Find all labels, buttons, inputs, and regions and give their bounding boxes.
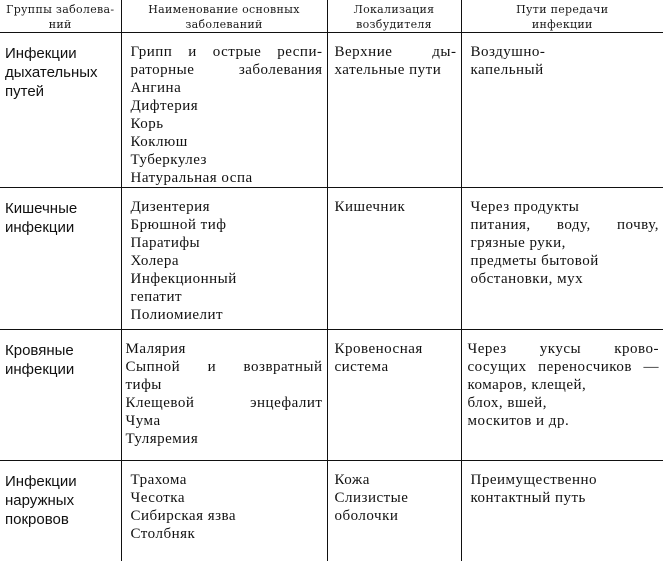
header-transmission (461, 0, 663, 33)
group-line: наружных (5, 491, 117, 510)
disease-line: гепатит (131, 288, 323, 306)
localization-cell (327, 330, 461, 461)
transmission-line: москитов и др. (468, 412, 660, 430)
disease-line: Туляремия (126, 430, 323, 448)
group-line: инфекции (5, 360, 117, 379)
header-line: возбудителя (328, 17, 461, 32)
transmission-cell (461, 330, 663, 461)
group-cell (0, 461, 121, 561)
group-cell (0, 330, 121, 461)
localization-line: Кровеносная (335, 340, 457, 358)
diseases-cell (121, 461, 327, 561)
group-cell (0, 188, 121, 330)
header-line: Локализация (328, 2, 461, 17)
header-groups (0, 0, 121, 33)
disease-line: Грипп и острые респи- (131, 43, 323, 61)
transmission-line: сосущих переносчиков — (468, 358, 660, 376)
transmission-line: Воздушно- (471, 43, 660, 61)
disease-line: Холера (131, 252, 323, 270)
table-row (0, 330, 663, 461)
header-line: Группы заболева- (0, 2, 121, 17)
disease-line: Корь (131, 115, 323, 133)
group-line: Инфекции (5, 472, 117, 491)
localization-line: система (335, 358, 457, 376)
group-line: Кишечные (5, 199, 117, 218)
localization-cell (327, 33, 461, 188)
table-row (0, 461, 663, 561)
localization-line: Слизистые (335, 489, 457, 507)
table-row (0, 33, 663, 188)
localization-cell (327, 188, 461, 330)
disease-line: Сибирская язва (131, 507, 323, 525)
localization-line: Кожа (335, 471, 457, 489)
disease-line: раторные заболевания (131, 61, 323, 79)
disease-line: Чесотка (131, 489, 323, 507)
header-line: инфекции (462, 17, 663, 32)
group-line: покровов (5, 510, 117, 529)
group-line: путей (5, 82, 117, 101)
transmission-line: грязные руки, (471, 234, 660, 252)
disease-line: Чума (126, 412, 323, 430)
transmission-line: блох, вшей, (468, 394, 660, 412)
disease-line: Полиомиелит (131, 306, 323, 324)
disease-line: Инфекционный (131, 270, 323, 288)
transmission-line: предметы бытовой (471, 252, 660, 270)
localization-line: Верхние ды- (335, 43, 457, 61)
header-line: ний (0, 17, 121, 32)
transmission-cell (461, 33, 663, 188)
group-line: дыхательных (5, 63, 117, 82)
disease-line: Малярия (126, 340, 323, 358)
header-diseases (121, 0, 327, 33)
disease-line: Трахома (131, 471, 323, 489)
disease-line: Натуральная оспа (131, 169, 323, 187)
transmission-line: комаров, клещей, (468, 376, 660, 394)
transmission-line: капельный (471, 61, 660, 79)
table-row (0, 188, 663, 330)
group-line: Кровяные (5, 341, 117, 360)
disease-line: Сыпной и возвратный (126, 358, 323, 376)
disease-line: Клещевой энцефалит (126, 394, 323, 412)
diseases-cell (121, 33, 327, 188)
transmission-cell (461, 461, 663, 561)
group-cell (0, 33, 121, 188)
transmission-line: обстановки, мух (471, 270, 660, 288)
diseases-cell (121, 188, 327, 330)
group-line: Инфекции (5, 44, 117, 63)
transmission-line: Преимущественно (471, 471, 660, 489)
header-line: Пути передачи (462, 2, 663, 17)
localization-cell (327, 461, 461, 561)
disease-line: тифы (126, 376, 323, 394)
disease-line: Столбняк (131, 525, 323, 543)
header-localization (327, 0, 461, 33)
group-line: инфекции (5, 218, 117, 237)
disease-line: Туберкулез (131, 151, 323, 169)
transmission-line: Через укусы крово- (468, 340, 660, 358)
header-line: заболеваний (122, 17, 327, 32)
localization-line: оболочки (335, 507, 457, 525)
transmission-line: питания, воду, почву, (471, 216, 660, 234)
disease-line: Коклюш (131, 133, 323, 151)
disease-line: Брюшной тиф (131, 216, 323, 234)
transmission-line: контактный путь (471, 489, 660, 507)
table-header-row (0, 0, 663, 33)
disease-line: Паратифы (131, 234, 323, 252)
disease-line: Дифтерия (131, 97, 323, 115)
transmission-cell (461, 188, 663, 330)
disease-line: Ангина (131, 79, 323, 97)
localization-line: Кишечник (335, 198, 457, 216)
transmission-line: Через продукты (471, 198, 660, 216)
localization-line: хательные пути (335, 61, 457, 79)
diseases-cell (121, 330, 327, 461)
disease-line: Дизентерия (131, 198, 323, 216)
header-line: Наименование основных (122, 2, 327, 17)
